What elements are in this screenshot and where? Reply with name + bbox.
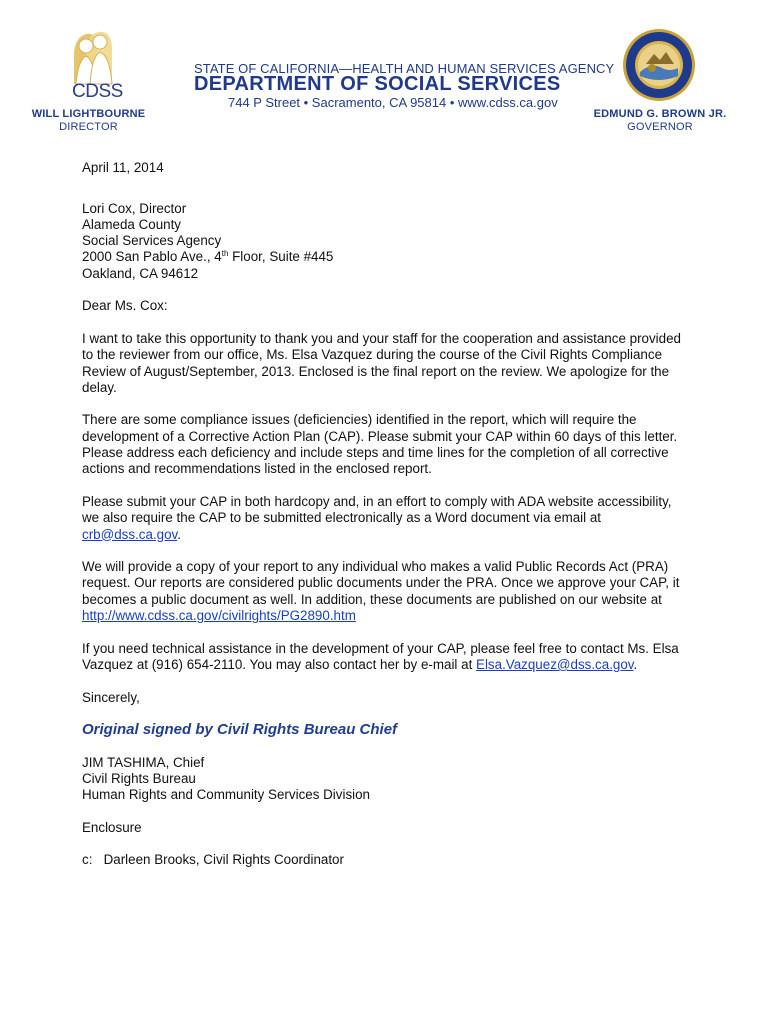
paragraph: I want to take this opportunity to thank you and your staff for the cooperation and assistance provided to the reviewer from our office, Ms. Elsa Vazquez during the course of the Civil Rights Compliance Review of August/September, 2013. Enclosed is the final report on the review. We apologize for the delay. bbox=[82, 330, 681, 395]
salutation: Dear Ms. Cox: bbox=[82, 298, 168, 314]
recipient-address-line bbox=[82, 249, 682, 265]
department-name: DEPARTMENT OF SOCIAL SERVICES bbox=[194, 73, 561, 95]
paragraph-end: . bbox=[177, 526, 181, 542]
cdss-logo-icon bbox=[68, 26, 120, 86]
paragraph-end: . bbox=[633, 656, 638, 672]
paragraph bbox=[82, 494, 682, 543]
letter-body bbox=[82, 160, 682, 869]
cc-line: c: Darleen Brooks, Civil Rights Coordinator bbox=[82, 852, 344, 868]
department-address: 744 P Street • Sacramento, CA 95814 • www.cdss.ca.gov bbox=[228, 95, 558, 110]
signer-bureau: Civil Rights Bureau bbox=[82, 770, 196, 786]
recipient-suite: Floor, Suite #445 bbox=[228, 249, 334, 265]
letter-date: April 11, 2014 bbox=[82, 160, 164, 175]
paragraph-text: We will provide a copy of your report to any individual who makes a valid Public Records Act (PRA) request. Our reports are considered public documents under the PRA. Once we approve your CAP, it becomes a public document as well. In addition, these documents are published on our website at bbox=[82, 559, 680, 607]
recipient-line: Social Services Agency bbox=[82, 233, 222, 249]
recipient-line: Oakland, CA 94612 bbox=[82, 265, 199, 281]
logo-wordmark: CDSS bbox=[72, 81, 123, 102]
paragraph-text: If you need technical assistance in the development of your CAP, please feel free to contact Ms. Elsa Vazquez at (916) 654-2110. You may also contact her by e-mail at bbox=[82, 640, 679, 672]
paragraph: There are some compliance issues (deficiencies) identified in the report, which will require the development of a Corrective Action Plan (CAP). Please submit your CAP within 60 days of this letter. Please address each deficiency and include steps and time lines for the completion of all corrective actions and recommendations listed in the enclosed report. bbox=[82, 412, 678, 477]
signer-division: Human Rights and Community Services Division bbox=[82, 787, 371, 803]
signer-name: JIM TASHIMA, Chief bbox=[82, 754, 205, 770]
enclosure-note: Enclosure bbox=[82, 819, 142, 835]
paragraph bbox=[82, 559, 682, 624]
director-title: DIRECTOR bbox=[59, 121, 118, 133]
website-link[interactable]: http://www.cdss.ca.gov/civilrights/PG2890.htm bbox=[82, 608, 356, 624]
paragraph-text: Please submit your CAP in both hardcopy and, in an effort to comply with ADA website accessibility, we also require the CAP to be submitted electronically as a Word document via email at bbox=[82, 493, 672, 526]
recipient-line: Lori Cox, Director bbox=[82, 200, 187, 216]
recipient-line: Alameda County bbox=[82, 216, 181, 232]
email-link[interactable]: crb@dss.ca.gov bbox=[82, 526, 178, 542]
paragraph bbox=[82, 641, 682, 674]
agency-line: STATE OF CALIFORNIA—HEALTH AND HUMAN SERVICES AGENCY bbox=[194, 61, 615, 76]
state-seal-icon bbox=[622, 28, 696, 102]
closing: Sincerely, bbox=[82, 689, 140, 705]
governor-name: EDMUND G. BROWN JR. bbox=[593, 108, 727, 120]
governor-title: GOVERNOR bbox=[627, 121, 693, 133]
director-name: WILL LIGHTBOURNE bbox=[31, 108, 146, 120]
recipient-street: 2000 San Pablo Ave., 4 bbox=[82, 249, 222, 265]
signature-note: Original signed by Civil Rights Bureau Chief bbox=[82, 721, 398, 739]
ordinal-suffix: th bbox=[221, 249, 229, 259]
contact-email-link[interactable]: Elsa.Vazquez@dss.ca.gov bbox=[476, 656, 634, 672]
